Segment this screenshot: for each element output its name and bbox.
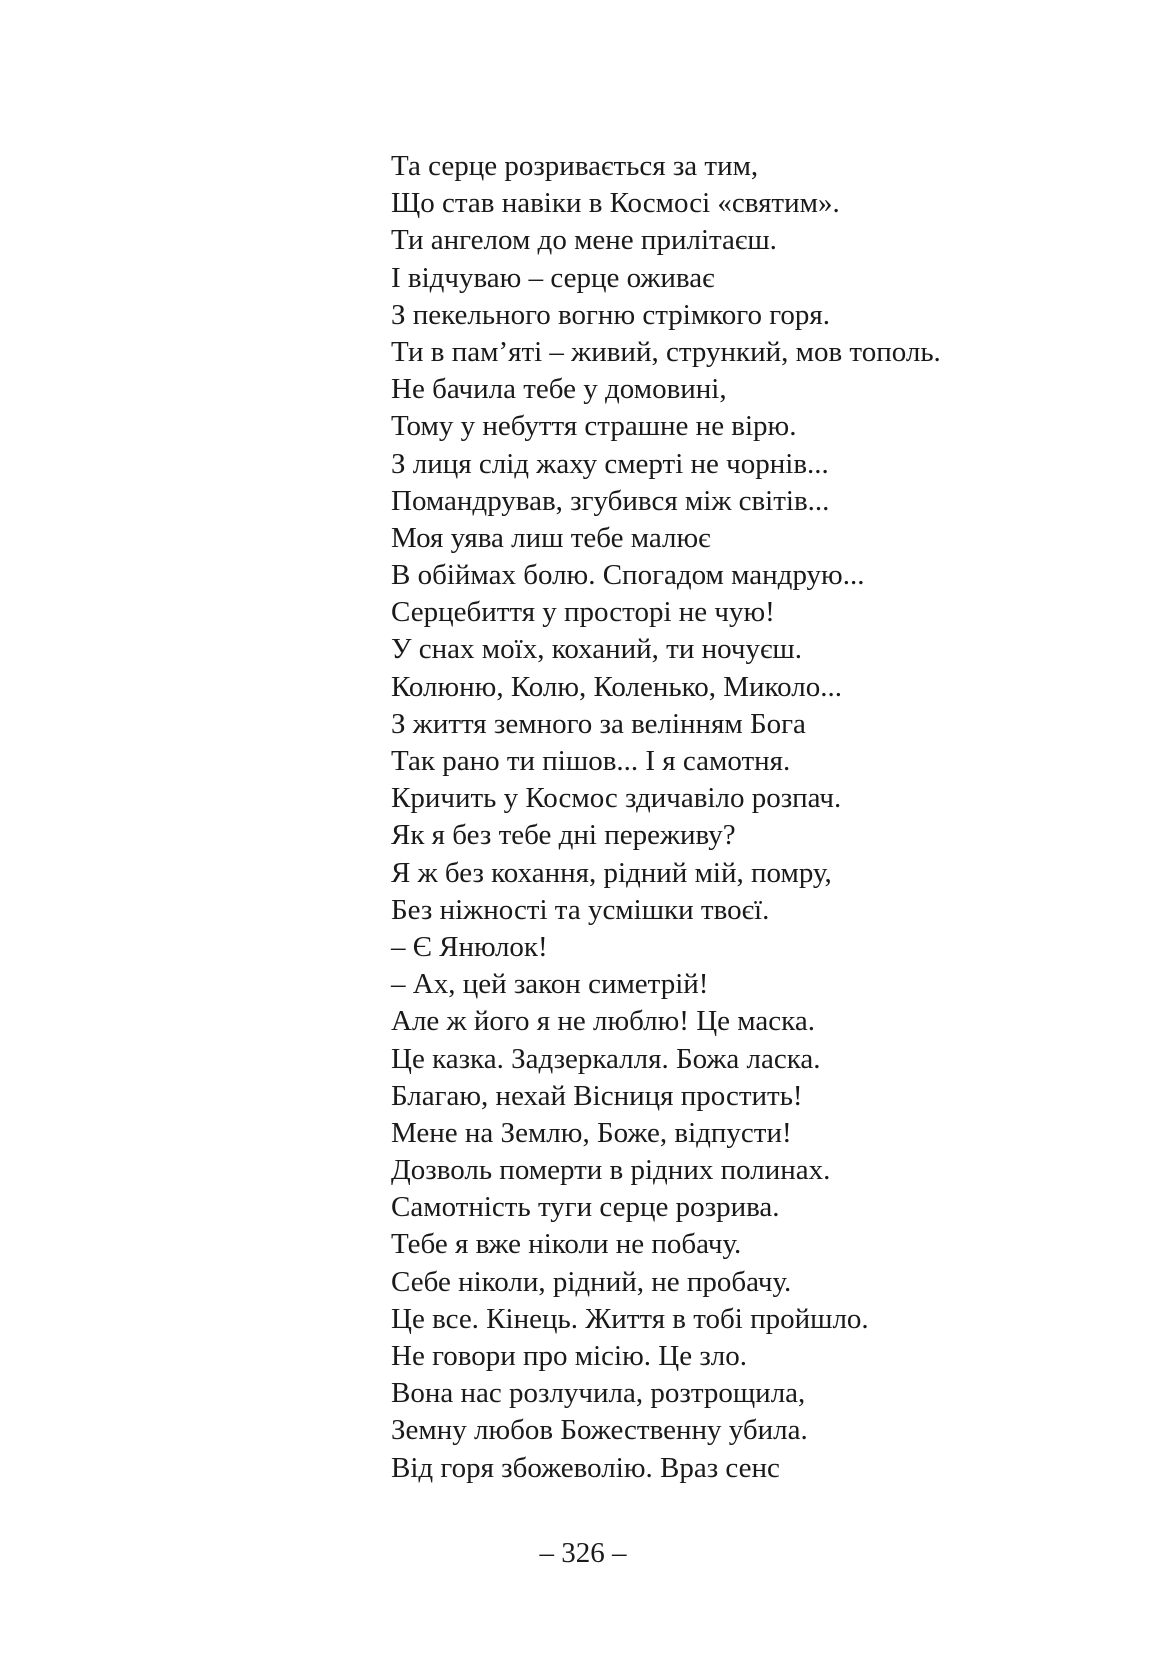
poem-line: Помандрував, згубився між світів... [391,484,830,517]
poem-line: Тебе я вже ніколи не побачу. [391,1228,742,1261]
poem-line: Благаю, нехай Вісниця простить! [391,1079,803,1112]
poem-line: Серцебиття у просторі не чую! [391,596,775,629]
poem-line: Ти в пам’яті – живий, стрункий, мов тополь. [391,335,941,368]
poem-line: Це казка. Задзеркалля. Божа ласка. [391,1042,821,1075]
poem-line: Тому у небуття страшне не вірю. [391,410,797,443]
poem-line: Самотність туги серце розрива. [391,1191,780,1224]
poem-line: Не говори про місію. Це зло. [391,1340,748,1372]
poem-line: У снах моїх, коханий, ти ночуєш. [391,633,802,666]
poem-line: Як я без тебе дні переживу? [391,819,736,852]
poem-line: Моя уява лиш тебе малює [391,521,711,554]
poem-line: З лиця слід жаху смерті не чорнів... [391,447,829,480]
poem-line: І відчуваю – серце оживає [391,261,715,294]
poem-line: Від горя збожеволію. Враз сенс [391,1451,780,1484]
poem-line: Себе ніколи, рідний, не пробачу. [391,1265,792,1298]
poem-line: Та серце розривається за тим, [391,150,759,182]
poem-line: З пекельного вогню стрімкого горя. [391,298,830,331]
poem-line: Так рано ти пішов... І я самотня. [391,745,791,777]
poem-line: Це все. Кінець. Життя в тобі пройшло. [391,1302,869,1335]
poem-line: З життя земного за велінням Бога [391,707,806,740]
poem-line: – Ах, цей закон симетрій! [391,968,709,1001]
poem-line: Колюню, Колю, Коленько, Миколо... [391,670,842,703]
poem-line: Не бачила тебе у домовині, [391,373,727,406]
poem-line: Земну любов Божественну убила. [391,1414,808,1447]
poem-line: Без ніжності та усмішки твоєї. [391,893,770,926]
poem-line: Я ж без кохання, рідний мій, помру, [391,856,832,889]
poem-line: Ти ангелом до мене прилітаєш. [391,224,777,257]
poem-line: – Є Янюлок! [391,930,548,963]
poem-line: Що став навіки в Космосі «святим». [391,187,840,220]
poem-line: Кричить у Космос здичавіло розпач. [391,782,842,815]
poem-line: Але ж його я не люблю! Це маска. [391,1005,815,1038]
poem-line: В обіймах болю. Спогадом мандрую... [391,559,865,592]
poem-text [391,148,1091,1487]
poem-line: Мене на Землю, Боже, відпусти! [391,1116,792,1149]
page-number: – 326 – [539,1537,627,1569]
poem-line: Дозволь померти в рідних полинах. [391,1154,831,1187]
poem-line: Вона нас розлучила, розтрощила, [391,1377,806,1410]
